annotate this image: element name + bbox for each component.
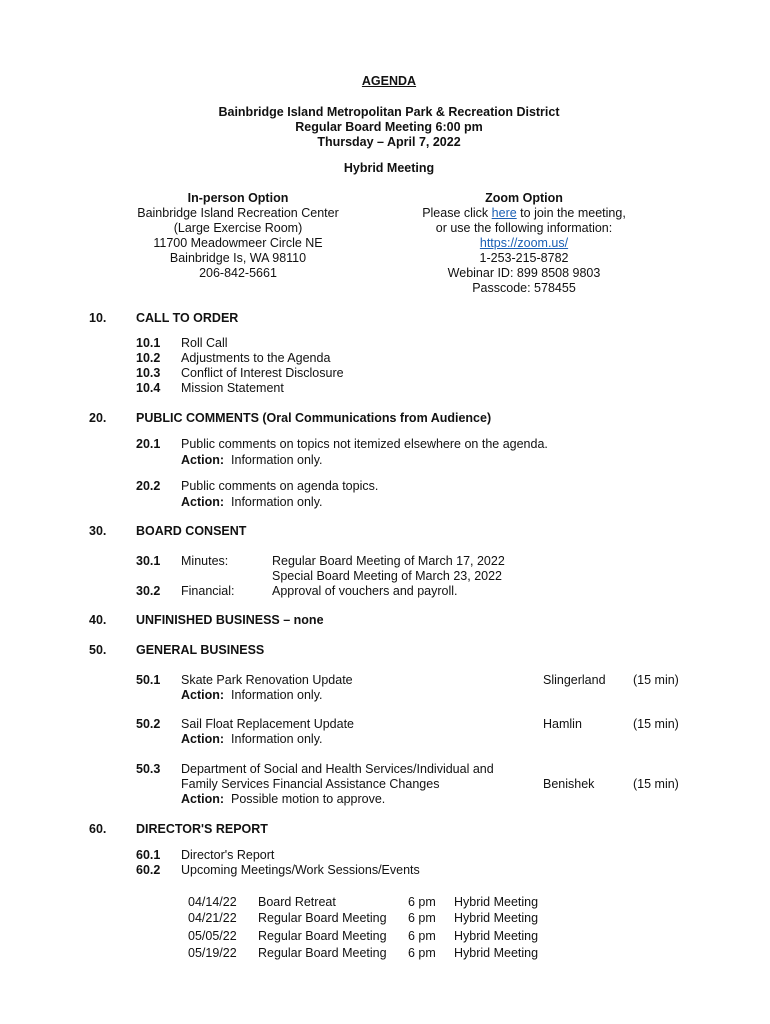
event-date: 04/21/22 [188,911,237,925]
item-text: Sail Float Replacement Update [181,717,355,731]
item-number: 60.2 [136,863,161,877]
event-type: Hybrid Meeting [454,929,539,943]
action-label: Action: [181,732,225,746]
agenda-title: AGENDA [361,74,417,88]
duration: (15 min) [633,717,679,731]
event-name: Regular Board Meeting [258,929,387,943]
section-title-call-to-order: CALL TO ORDER [136,311,239,325]
item-text: Director's Report [181,848,275,862]
item-action [181,792,385,807]
zoom-line1-pre: Please click [422,206,492,220]
duration: (15 min) [633,777,679,791]
event-date: 05/05/22 [188,929,237,943]
zoom-line1 [394,206,654,221]
item-text: Special Board Meeting of March 23, 2022 [272,569,502,583]
inperson-line: 206-842-5661 [199,266,277,280]
section-number: 10. [89,311,107,325]
action-text: Information only. [231,495,323,509]
section-number: 50. [89,643,107,657]
event-time: 6 pm [408,929,436,943]
event-type: Hybrid Meeting [454,895,539,909]
event-time: 6 pm [408,911,436,925]
item-text: Family Services Financial Assistance Changes [181,777,440,791]
duration: (15 min) [633,673,679,687]
inperson-line: Bainbridge Island Recreation Center [137,206,339,220]
item-number: 30.2 [136,584,161,598]
zoom-phone: 1-253-215-8782 [479,251,569,265]
event-time: 6 pm [408,895,436,909]
item-number: 50.1 [136,673,161,687]
inperson-line: (Large Exercise Room) [173,221,303,235]
item-text: Approval of vouchers and payroll. [272,584,458,598]
section-title-unfinished-business: UNFINISHED BUSINESS – none [136,613,324,627]
item-text: Mission Statement [181,381,284,395]
item-action [181,732,323,747]
item-number: 50.3 [136,762,161,776]
org-name: Bainbridge Island Metropolitan Park & Recreation District [218,105,560,119]
item-action [181,495,323,510]
zoom-line2: or use the following information: [435,221,613,235]
here-link[interactable]: here [491,206,517,220]
section-title-general-business: GENERAL BUSINESS [136,643,265,657]
event-type: Hybrid Meeting [454,911,539,925]
item-number: 50.2 [136,717,161,731]
zoom-heading: Zoom Option [485,191,563,205]
section-title-public-comments: PUBLIC COMMENTS (Oral Communications from Audience) [136,411,492,425]
item-number: 60.1 [136,848,161,862]
event-date: 05/19/22 [188,946,237,960]
presenter: Benishek [543,777,595,791]
item-text: Adjustments to the Agenda [181,351,331,365]
action-text: Information only. [231,453,323,467]
item-text: Conflict of Interest Disclosure [181,366,344,380]
action-text: Possible motion to approve. [231,792,386,806]
presenter: Hamlin [543,717,582,731]
zoom-block [394,191,654,296]
action-label: Action: [181,792,225,806]
event-time: 6 pm [408,946,436,960]
zoom-passcode: Passcode: 578455 [472,281,576,295]
item-label: Financial: [181,584,235,598]
action-label: Action: [181,453,225,467]
item-text: Upcoming Meetings/Work Sessions/Events [181,863,420,877]
item-action [181,453,323,468]
item-number: 10.1 [136,336,161,350]
section-number: 30. [89,524,107,538]
meeting-type: Hybrid Meeting [343,161,435,175]
item-text: Public comments on topics not itemized elsewhere on the agenda. [181,437,548,451]
event-name: Board Retreat [258,895,336,909]
action-label: Action: [181,688,225,702]
item-number: 10.2 [136,351,161,365]
presenter: Slingerland [543,673,606,687]
event-date: 04/14/22 [188,895,237,909]
item-text: Roll Call [181,336,228,350]
item-number: 10.4 [136,381,161,395]
action-text: Information only. [231,688,323,702]
event-name: Regular Board Meeting [258,911,387,925]
item-number: 10.3 [136,366,161,380]
item-action [181,688,323,703]
inperson-heading: In-person Option [187,191,289,205]
zoom-line1-post: to join the meeting, [516,206,626,220]
section-number: 20. [89,411,107,425]
item-label: Minutes: [181,554,229,568]
inperson-line: 11700 Meadowmeer Circle NE [153,236,323,250]
item-text: Department of Social and Health Services/Individual and [181,762,494,776]
event-name: Regular Board Meeting [258,946,387,960]
meeting-date: Thursday – April 7, 2022 [317,135,461,149]
inperson-block [90,191,386,281]
section-number: 60. [89,822,107,836]
section-title-directors-report: DIRECTOR'S REPORT [136,822,268,836]
item-text: Regular Board Meeting of March 17, 2022 [272,554,505,568]
inperson-line: Bainbridge Is, WA 98110 [169,251,307,265]
section-title-board-consent: BOARD CONSENT [136,524,247,538]
action-label: Action: [181,495,225,509]
item-text: Public comments on agenda topics. [181,479,379,493]
zoom-url-link[interactable]: https://zoom.us/ [479,236,569,250]
item-number: 20.2 [136,479,161,493]
section-number: 40. [89,613,107,627]
item-text: Skate Park Renovation Update [181,673,353,687]
event-type: Hybrid Meeting [454,946,539,960]
item-number: 30.1 [136,554,161,568]
zoom-webinar-id: Webinar ID: 899 8508 9803 [447,266,601,280]
item-number: 20.1 [136,437,161,451]
action-text: Information only. [231,732,323,746]
meeting-name: Regular Board Meeting 6:00 pm [295,120,483,134]
